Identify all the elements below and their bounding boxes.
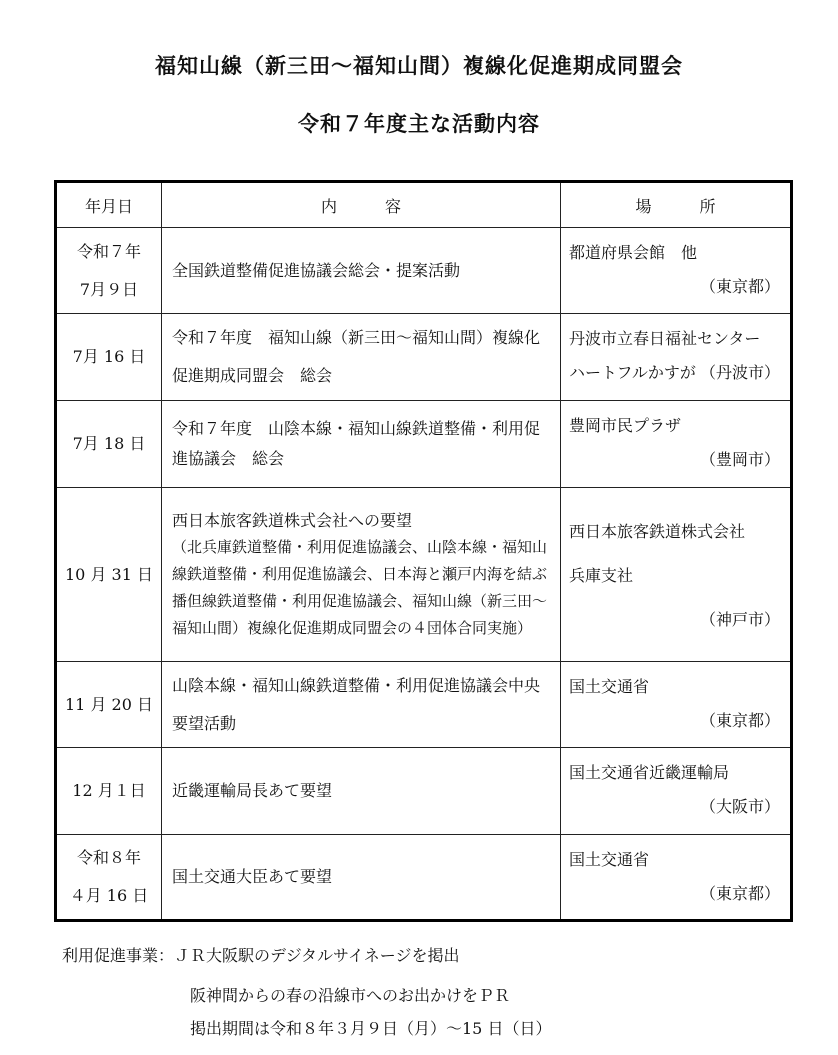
table-row bbox=[56, 401, 792, 488]
row-content: 令和７年度 山陰本線・福知山線鉄道整備・利用促進協議会 総会 bbox=[162, 401, 561, 488]
date-line: ４月 16 日 bbox=[69, 886, 149, 905]
place-prefecture: （丹波市） bbox=[699, 363, 780, 382]
place-name-2: ハートフルかすが bbox=[569, 363, 696, 382]
row-content: 山陰本線・福知山線鉄道整備・利用促進協議会中央要望活動 bbox=[162, 662, 561, 748]
place-prefecture: （東京都） bbox=[699, 884, 780, 903]
row-place bbox=[561, 488, 792, 662]
header-content: 内 容 bbox=[162, 182, 561, 228]
place-prefecture: （大阪市） bbox=[699, 797, 780, 816]
place-name: 国土交通省 bbox=[569, 850, 650, 869]
row-date: 7月 18 日 bbox=[56, 401, 162, 488]
row-date: 10 月 31 日 bbox=[56, 488, 162, 662]
table-header-row bbox=[56, 182, 792, 228]
row-content: 全国鉄道整備促進協議会総会・提案活動 bbox=[162, 228, 561, 314]
content-main: 西日本旅客鉄道株式会社への要望 bbox=[172, 511, 413, 530]
promotion-detail-1: 阪神間からの春の沿線市へのお出かけをＰＲ bbox=[190, 986, 511, 1005]
row-place bbox=[561, 748, 792, 835]
row-content: 近畿運輸局長あて要望 bbox=[162, 748, 561, 835]
row-date: 12 月１日 bbox=[56, 748, 162, 835]
promotion-line: ＪＲ大阪駅のデジタルサイネージを掲出 bbox=[174, 946, 460, 965]
table-row bbox=[56, 662, 792, 748]
document-title: 福知山線（新三田～福知山間）複線化促進期成同盟会 bbox=[155, 54, 683, 78]
place-name-2: 兵庫支社 bbox=[569, 565, 634, 585]
place-prefecture: （豊岡市） bbox=[699, 450, 780, 469]
row-content: 国土交通大臣あて要望 bbox=[162, 835, 561, 921]
activities-table bbox=[54, 180, 793, 922]
content-detail: （北兵庫鉄道整備・利用促進協議会、山陰本線・福知山線鉄道整備・利用促進協議会、日本海と瀬戸内海を結ぶ播但線鉄道整備・利用促進協議会、福知山線（新三田～福知山間）複線化促進期成同盟会の４団体合同実施） bbox=[172, 538, 548, 637]
document-subtitle: 令和７年度主な活動内容 bbox=[298, 112, 540, 136]
date-line: 令和７年 bbox=[76, 241, 141, 261]
row-date bbox=[56, 228, 162, 314]
row-date bbox=[56, 835, 162, 921]
place-name: 国土交通省 bbox=[569, 677, 650, 696]
place-name: 都道府県会館 他 bbox=[569, 243, 698, 262]
table-row bbox=[56, 748, 792, 835]
place-prefecture: （東京都） bbox=[699, 711, 780, 730]
row-content: 令和７年度 福知山線（新三田～福知山間）複線化促進期成同盟会 総会 bbox=[162, 314, 561, 401]
promotion-detail-2: 掲出期間は令和８年３月９日（月）～15 日（日） bbox=[190, 1019, 552, 1038]
table-row bbox=[56, 835, 792, 921]
row-place bbox=[561, 314, 792, 401]
row-place bbox=[561, 228, 792, 314]
row-place bbox=[561, 835, 792, 921]
promotion-note bbox=[62, 943, 459, 966]
header-place: 場 所 bbox=[561, 182, 792, 228]
table-row bbox=[56, 228, 792, 314]
place-name: 西日本旅客鉄道株式会社 bbox=[569, 521, 746, 541]
row-content bbox=[162, 488, 561, 662]
place-name: 国土交通省近畿運輸局 bbox=[569, 763, 730, 782]
place-prefecture: （神戸市） bbox=[699, 609, 780, 629]
place-prefecture: （東京都） bbox=[699, 277, 780, 296]
row-place bbox=[561, 662, 792, 748]
row-place bbox=[561, 401, 792, 488]
table-row bbox=[56, 488, 792, 662]
table-row bbox=[56, 314, 792, 401]
promotion-label: 利用促進事業： bbox=[62, 946, 175, 965]
place-name: 丹波市立春日福祉センター bbox=[569, 329, 761, 348]
row-date: 11 月 20 日 bbox=[56, 662, 162, 748]
header-date: 年月日 bbox=[56, 182, 162, 228]
place-name: 豊岡市民プラザ bbox=[569, 416, 682, 435]
date-line: 7月９日 bbox=[79, 279, 139, 299]
date-line: 令和８年 bbox=[76, 848, 141, 867]
row-date: 7月 16 日 bbox=[56, 314, 162, 401]
